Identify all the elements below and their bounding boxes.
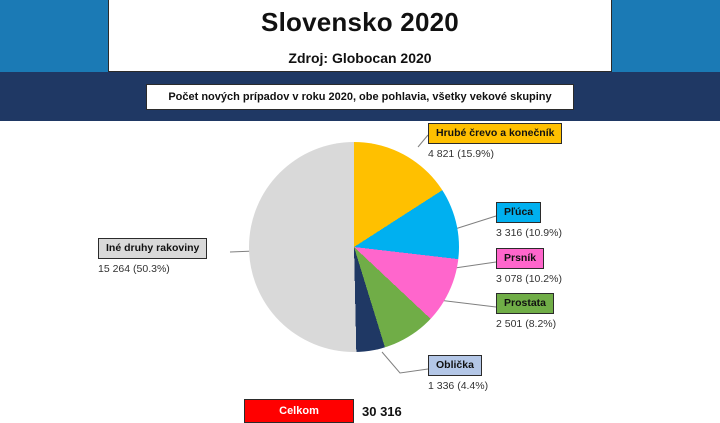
slice-value-lung: 3 316 (10.9%): [496, 227, 562, 239]
pie-slices: [249, 142, 459, 352]
slice-label-kidney: Oblička: [428, 355, 482, 376]
slice-label-prostate: Prostata: [496, 293, 554, 314]
slice-value-prostate: 2 501 (8.2%): [496, 318, 557, 330]
slice-label-breast: Prsník: [496, 248, 544, 269]
chart-area: [0, 121, 720, 420]
slice-value-colorectal: 4 821 (15.9%): [428, 148, 494, 160]
title-card: [108, 0, 612, 72]
slice-label-other: Iné druhy rakoviny: [98, 238, 207, 259]
slice-value-kidney: 1 336 (4.4%): [428, 380, 489, 392]
source-text: Zdroj: Globocan 2020: [288, 50, 432, 66]
page-title: Slovensko 2020: [261, 7, 459, 37]
slice-value-breast: 3 078 (10.2%): [496, 273, 562, 285]
subtitle-text: Počet nových prípadov v roku 2020, obe pohlavia, všetky vekové skupiny: [168, 91, 552, 103]
slice-value-other: 15 264 (50.3%): [98, 263, 170, 275]
total-badge: [244, 399, 354, 423]
subtitle-card: [146, 84, 574, 110]
slice-label-colorectal: Hrubé črevo a konečník: [428, 123, 562, 144]
total-label: Celkom: [279, 405, 319, 417]
slice-label-lung: Pľúca: [496, 202, 541, 223]
pie-chart: [249, 142, 459, 352]
total-value: 30 316: [362, 404, 402, 419]
